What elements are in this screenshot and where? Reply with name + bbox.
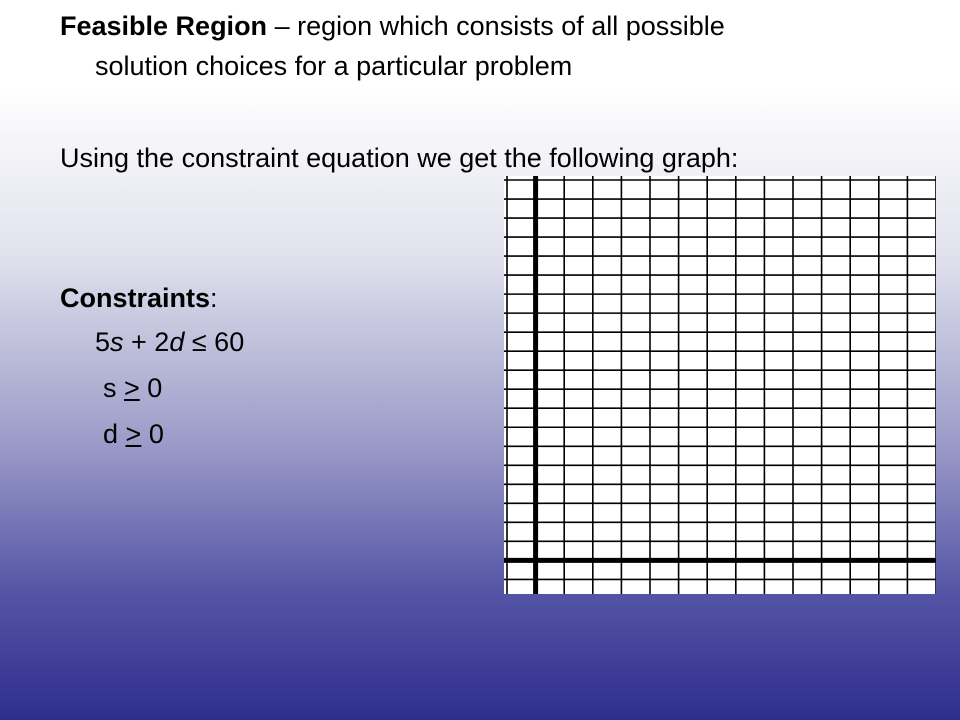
coordinate-grid: [504, 176, 936, 594]
constraints-heading: Constraints:: [60, 283, 218, 313]
definition-term: Feasible Region: [60, 11, 268, 41]
constraint-2: s > 0: [103, 373, 163, 403]
grid-background: [504, 176, 936, 594]
definition-line-2: solution choices for a particular problem: [95, 51, 573, 81]
graph-intro: Using the constraint equation we get the following graph:: [60, 143, 739, 173]
definition-text: – region which consists of all possible: [267, 11, 725, 41]
definition-line-1: [60, 10, 725, 42]
constraint-1: 5s + 2d ≤ 60: [95, 327, 245, 357]
constraint-3: d > 0: [103, 419, 164, 449]
